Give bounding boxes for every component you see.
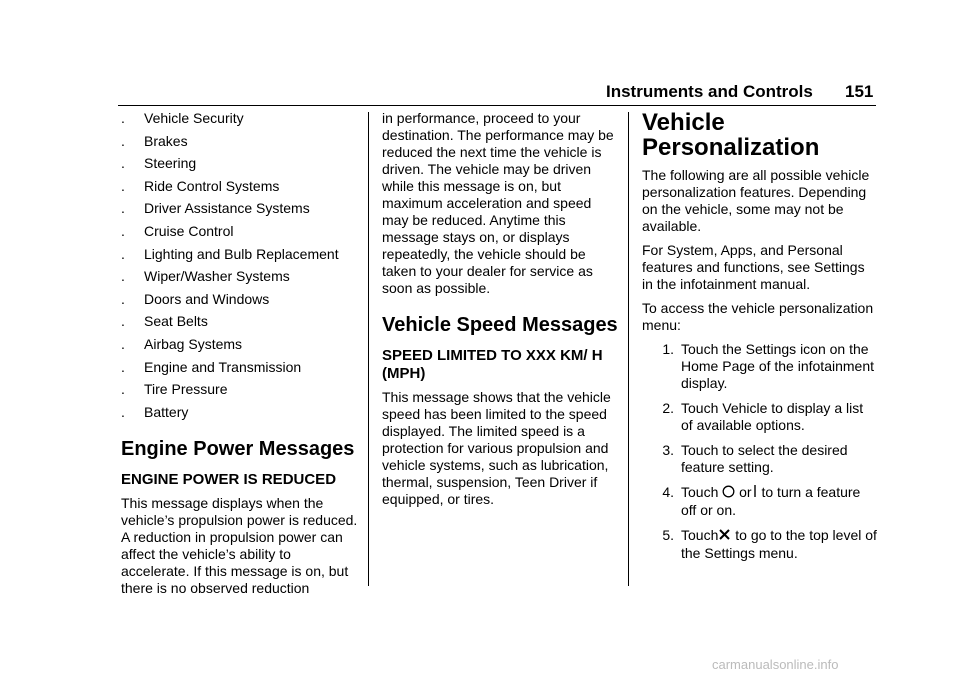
list-item: . Tire Pressure xyxy=(121,381,228,398)
column-3 xyxy=(642,110,878,570)
page-number: 151 xyxy=(845,82,874,101)
settings-reference-link[interactable]: Settings xyxy=(814,259,865,275)
paragraph: in performance, proceed to your destination. The performance may be reduced the next time the vehicle is driven. The vehicle may be driven while this message is on, but maximum acceleration and speed may be reduced. Anytime this message stays on, or displays repeatedly, the vehicle should be taken to your dealer for service as soon as possible. xyxy=(382,110,614,296)
list-item: 2. Touch Vehicle to display a list of available options. xyxy=(662,400,864,433)
list-item: . Seat Belts xyxy=(121,313,208,330)
list-item: . Driver Assistance Systems xyxy=(121,200,310,217)
list-item: 5. Touch to go to the top level of the Settings menu. xyxy=(662,527,877,562)
list-item: . Wiper/Washer Systems xyxy=(121,268,290,285)
list-item: 1. Touch the Settings icon on the Home Page of the infotainment display. xyxy=(662,341,875,391)
watermark: carmanualsonline.info xyxy=(712,657,839,672)
bar-toggle-icon xyxy=(752,484,758,502)
paragraph: This message displays when the vehicle’s propulsion power is reduced. A reduction in propulsion power can affect the vehicle’s ability to accelerate. If this message is on, but there is no observed reduction xyxy=(121,494,358,596)
section-heading-vehicle-personalization: Vehicle Personalization xyxy=(642,109,820,161)
column-1 xyxy=(121,110,361,604)
list-item: . Lighting and Bulb Replacement xyxy=(121,245,339,262)
list-item: 3. Touch to select the desired feature setting. xyxy=(662,442,848,475)
list-item: . Engine and Transmission xyxy=(121,358,302,375)
paragraph: For System, Apps, and Personal features and functions, see Settings in the infotainment manual. xyxy=(642,242,865,292)
header-title: Instruments and Controls xyxy=(606,82,813,101)
paragraph: To access the vehicle personalization menu: xyxy=(642,300,874,333)
x-icon xyxy=(718,528,731,545)
subheading-speed-limited: SPEED LIMITED TO XXX KM/ H (MPH) xyxy=(382,347,603,382)
bullet-list xyxy=(121,110,361,421)
list-item: . Vehicle Security xyxy=(121,110,244,126)
column-divider-1 xyxy=(368,112,369,586)
list-item: . Brakes xyxy=(121,132,188,149)
list-item: 4. Touch or to turn a feature off or on. xyxy=(662,484,861,519)
section-heading-engine-power: Engine Power Messages xyxy=(121,437,355,460)
paragraph: The following are all possible vehicle personalization features. Depending on the vehicle, some may not be available. xyxy=(642,167,870,234)
list-item: . Airbag Systems xyxy=(121,335,243,352)
paragraph: This message shows that the vehicle speed has been limited to the speed displayed. The limited speed is a protection for various propulsion and vehicle systems, such as lubrication, thermal, suspension, Teen Driver if equipped, or tires. xyxy=(382,389,611,507)
subheading-engine-power-reduced: ENGINE POWER IS REDUCED xyxy=(121,470,337,488)
list-item: . Ride Control Systems xyxy=(121,177,280,194)
circle-toggle-icon xyxy=(722,485,735,502)
list-item: . Doors and Windows xyxy=(121,290,270,307)
header-rule xyxy=(118,105,876,106)
column-divider-2 xyxy=(628,112,629,586)
list-item: . Cruise Control xyxy=(121,222,234,239)
column-2 xyxy=(382,110,618,515)
steps-list xyxy=(642,341,878,562)
list-item: . Steering xyxy=(121,155,197,172)
section-heading-vehicle-speed: Vehicle Speed Messages xyxy=(382,314,618,336)
list-item: . Battery xyxy=(121,403,189,420)
